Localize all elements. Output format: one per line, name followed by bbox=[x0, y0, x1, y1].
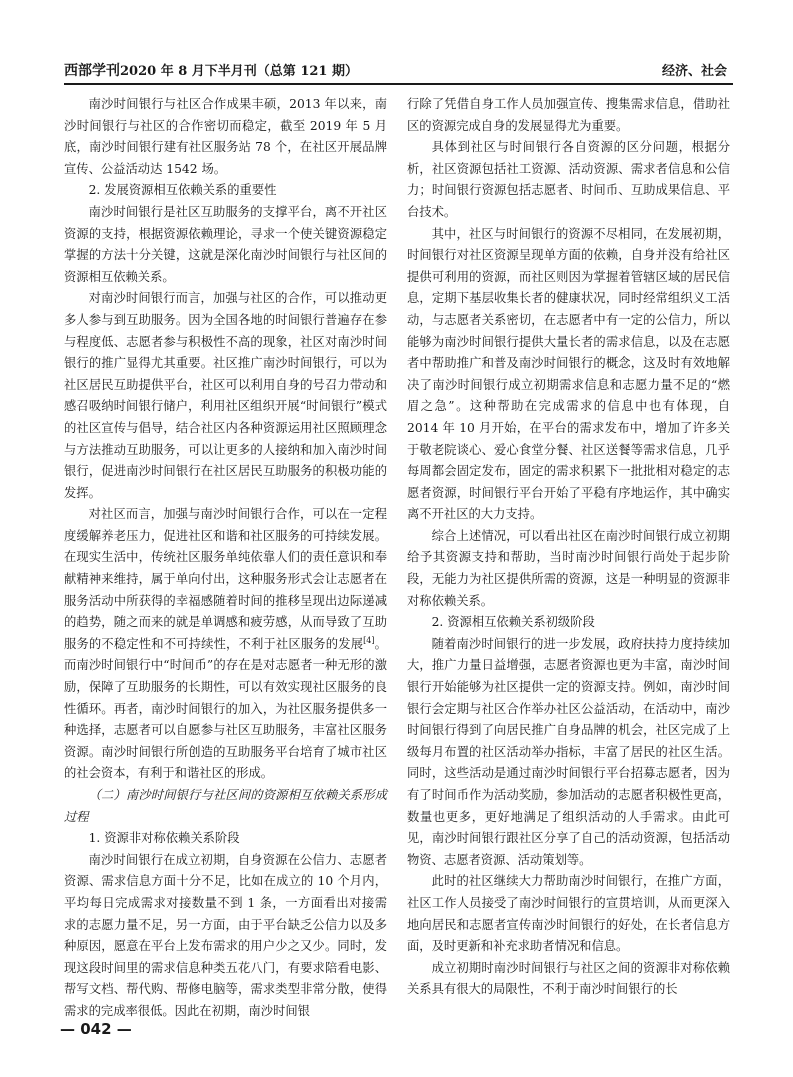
journal-logo: 西部学刊 bbox=[64, 63, 120, 79]
paragraph: 南沙时间银行在成立初期，自身资源在公信力、志愿者资源、需求信息方面十分不足，比如在成立的 10 个月内，平均每日完成需求对接数量不到 1 条，一方面看出对接需求的志愿力量不足，另一方面，由于平台缺乏公信力以及多种原因，愿意在平台上发布需求的用户少之又少。同时，发现这段时间里的需求信息种类五花八门，有要求陪看电影、帮写文档、帮代购、帮修电脑等，需求类型非常分散，使得需求的完成率很低。因此在初期，南沙时间银 bbox=[64, 852, 387, 1018]
page-header bbox=[64, 58, 733, 80]
paragraph: 随着南沙时间银行的进一步发展，政府扶持力度持续加大，推广力量日益增强，志愿者资源也更为丰富，南沙时间银行开始能够为社区提供一定的资源支持。例如，南沙时间银行会定期与社区合作举办社区公益活动，在活动中，南沙时间银行得到了向居民推广自身品牌的机会，社区完成了上级每月布置的社区活动举办指标，丰富了居民的社区生活。同时，这些活动是通过南沙时间银行平台招募志愿者，因为有了时间币作为活动奖励，参加活动的志愿者积极性更高，数量也更多，更好地满足了组织活动的人手需求。由此可见，南沙时间银行跟社区分享了自己的活动资源，包括活动物资、志愿者资源、活动策划等。 bbox=[407, 636, 730, 867]
paragraph-text: 。而南沙时间银行中“时间币”的存在是对志愿者一种无形的激励，保障了互助服务的长期性，可以有效实现社区服务的良性循环。再者，南沙时间银行的加入，为社区服务提供多一种选择，志愿者可以自愿参与社区互助服务，丰富社区服务资源。南沙时间银行所创造的互助服务平台培育了城市社区的社会资本，有利于和谐社区的形成。 bbox=[64, 636, 387, 781]
subsection-heading: 2. 资源相互依赖关系初级阶段 bbox=[431, 615, 595, 630]
citation-mark: [4] bbox=[363, 635, 375, 645]
issue-info: 2020 年 8 月下半月刊（总第 121 期） bbox=[120, 64, 358, 79]
subsection-heading: 1. 资源非对称依赖关系阶段 bbox=[88, 831, 240, 846]
paragraph: 成立初期时南沙时间银行与社区之间的资源非对称依赖关系具有很大的局限性，不利于南沙时间银行的长 bbox=[407, 960, 730, 997]
section-heading: （二）南沙时间银行与社区间的资源相互依赖关系形成过程 bbox=[64, 788, 387, 824]
paragraph-text: 对社区而言，加强与南沙时间银行合作，可以在一定程度缓解养老压力，促进社区和谐和社区服务的可持续发展。在现实生活中，传统社区服务单纯依靠人们的责任意识和奉献精神来维持，属于单向付出，这种服务形式会让志愿者在服务活动中所获得的幸福感随着时间的推移呈现出边际递减的趋势，随之而来的就是单调感和疲劳感，从而导致了互助服务的不稳定性和不可持续性，不利于社区服务的发展 bbox=[64, 507, 387, 651]
header-rule bbox=[64, 83, 733, 85]
subsection-heading: 2. 发展资源相互依赖关系的重要性 bbox=[88, 183, 277, 198]
left-column bbox=[64, 94, 387, 1023]
right-column bbox=[407, 94, 730, 1001]
paragraph bbox=[64, 504, 387, 785]
paragraph: 南沙时间银行与社区合作成果丰硕，2013 年以来，南沙时间银行与社区的合作密切而稳定，截至 2019 年 5 月底，南沙时间银行建有社区服务站 78 个，在社区开展品牌宣传、公益活动达 1542 场。 bbox=[64, 97, 387, 176]
page-number: — 042 — bbox=[60, 1020, 132, 1038]
paragraph: 南沙时间银行是社区互助服务的支撑平台，离不开社区资源的支持，根据资源依赖理论，寻求一个使关键资源稳定掌握的方法十分关键，这就是深化南沙时间银行与社区间的资源相互依赖关系。 bbox=[64, 204, 387, 284]
paragraph: 对南沙时间银行而言，加强与社区的合作，可以推动更多人参与到互助服务。因为全国各地的时间银行普遍存在参与程度低、志愿者参与积极性不高的现象，社区对南沙时间银行的推广显得尤其重要。社区推广南沙时间银行，可以为社区居民互助提供平台，社区可以利用自身的号召力带动和感召吸纳时间银行储户，利用社区组织开展“时间银行”模式的社区宣传与倡导，结合社区内各种资源运用社区照顾理念与方法推动互助服务，可以让更多的人接纳和加入南沙时间银行，促进南沙时间银行在社区居民互助服务的积极功能的发挥。 bbox=[64, 291, 387, 500]
paragraph: 其中，社区与时间银行的资源不尽相同，在发展初期，时间银行对社区资源呈现单方面的依赖，自身并没有给社区提供可利用的资源，而社区则因为掌握着管辖区域的居民信息，定期下基层收集长者的健康状况，同时经常组织义工活动，与志愿者关系密切，在志愿者中有一定的公信力，所以能够为南沙时间银行提供大量长者的需求信息，以及在志愿者中帮助推广和普及南沙时间银行的概念，这及时有效地解决了南沙时间银行成立初期需求信息和志愿力量不足的“燃眉之急”。这种帮助在完成需求的信息中也有体现，自 2014 年 10 月开始，在平台的需求发布中，增加了许多关于敬老院谈心、爱心食堂分餐、社区送餐等需求信息，几乎每周都会固定发布，固定的需求积累下一批批相对稳定的志愿者资源，时间银行平台开始了平稳有序地运作，其中确实离不开社区的大力支持。 bbox=[407, 226, 730, 522]
section-label: 经济、社会 bbox=[661, 64, 727, 79]
paragraph: 综合上述情况，可以看出社区在南沙时间银行成立初期给予其资源支持和帮助，当时南沙时间银行尚处于起步阶段，无能力为社区提供所需的资源，这是一种明显的资源非对称依赖关系。 bbox=[407, 528, 730, 608]
journal-masthead bbox=[64, 60, 358, 80]
paragraph: 具体到社区与时间银行各自资源的区分问题，根据分析，社区资源包括社工资源、活动资源、需求者信息和公信力；时间银行资源包括志愿者、时间币、互助成果信息、平台技术。 bbox=[407, 140, 730, 219]
paragraph: 行除了凭借自身工作人员加强宣传、搜集需求信息，借助社区的资源完成自身的发展显得尤为重要。 bbox=[407, 97, 730, 133]
paragraph: 此时的社区继续大力帮助南沙时间银行，在推广方面，社区工作人员接受了南沙时间银行的宣贯培训，从而更深入地向居民和志愿者宣传南沙时间银行的好处，在长者信息方面，及时更新和补充求助者情况和信息。 bbox=[407, 874, 730, 954]
